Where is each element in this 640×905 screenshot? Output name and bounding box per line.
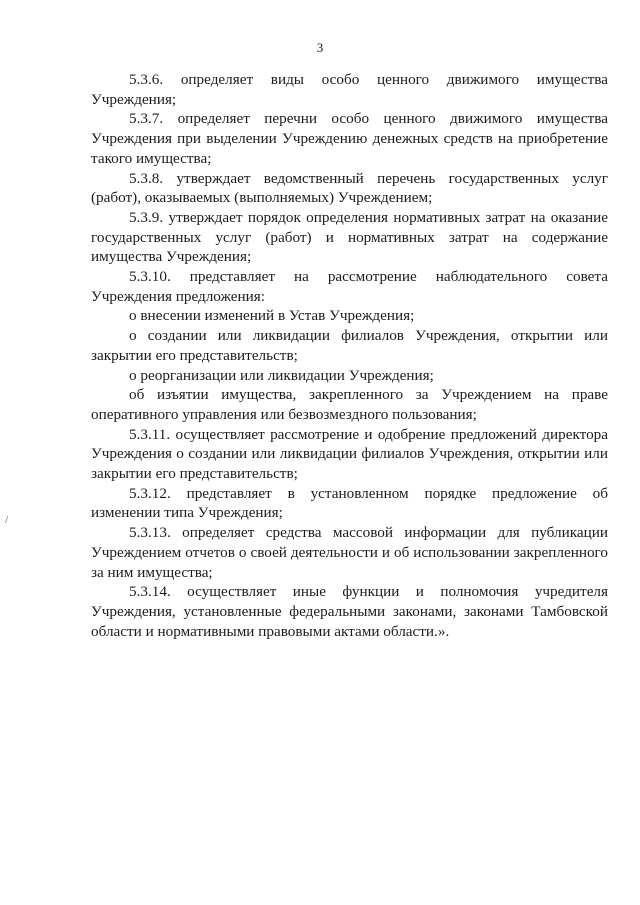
paragraph-5-3-13: 5.3.13. определяет средства массовой информации для публикации Учреждением отчетов о своей деятельности и об использовании закрепленного за ним имущества; bbox=[91, 524, 608, 581]
paragraph-5-3-6: 5.3.6. определяет виды особо ценного движимого имущества Учреждения; bbox=[91, 71, 608, 108]
document-body bbox=[91, 70, 608, 641]
proposal-item-reorganization: о реорганизации или ликвидации Учреждения; bbox=[129, 366, 434, 384]
proposal-item-charter: о внесении изменений в Устав Учреждения; bbox=[129, 307, 415, 325]
proposal-item-property-withdrawal: об изъятии имущества, закрепленного за Учреждением на праве оперативного управления или безвозмездного пользования; bbox=[91, 386, 608, 423]
paragraph-5-3-12: 5.3.12. представляет в установленном порядке предложение об изменении типа Учреждения; bbox=[91, 484, 608, 522]
margin-mark: / bbox=[5, 514, 9, 526]
paragraph-5-3-10: 5.3.10. представляет на рассмотрение наблюдательного совета Учреждения предложения: bbox=[91, 268, 608, 305]
page-number: 3 bbox=[316, 40, 324, 55]
paragraph-5-3-9: 5.3.9. утверждает порядок определения нормативных затрат на оказание государственных услуг (работ) и нормативных затрат на содержание имущества Учреждения; bbox=[91, 208, 608, 266]
paragraph-5-3-7: 5.3.7. определяет перечни особо ценного движимого имущества Учреждения при выделении Учреждению денежных средств на приобретение такого имущества; bbox=[91, 110, 608, 167]
paragraph-5-3-8: 5.3.8. утверждает ведомственный перечень государственных услуг (работ), оказываемых (выполняемых) Учреждением; bbox=[91, 169, 608, 207]
paragraph-5-3-11: 5.3.11. осуществляет рассмотрение и одобрение предложений директора Учреждения о создании или ликвидации филиалов Учреждения, открытии или закрытии его представительств; bbox=[91, 425, 608, 483]
paragraph-5-3-14: 5.3.14. осуществляет иные функции и полномочия учредителя Учреждения, установленные федеральными законами, законами Тамбовской области и нормативными правовыми актами области.». bbox=[91, 583, 608, 640]
proposal-item-branches: о создании или ликвидации филиалов Учреждения, открытии или закрытии его представительств; bbox=[91, 327, 608, 364]
